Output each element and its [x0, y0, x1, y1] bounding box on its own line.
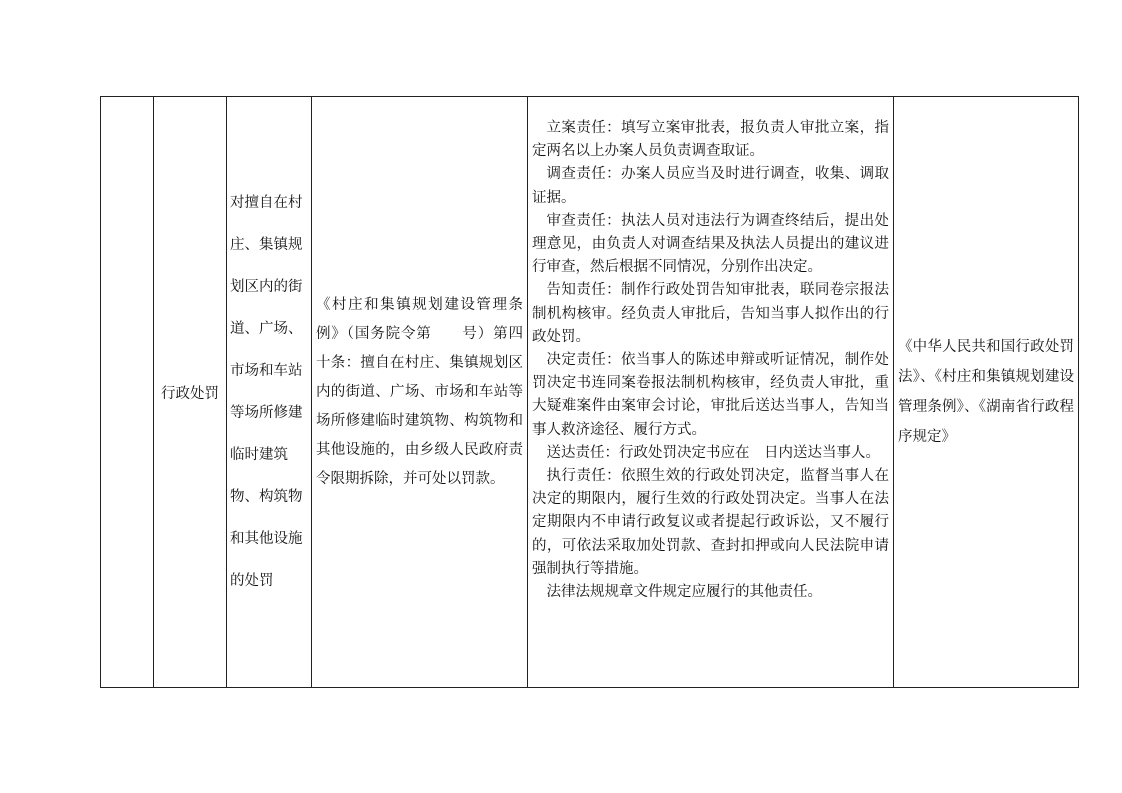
legal-basis-cell: 《村庄和集镇规划建设管理条例》（国务院令第 号）第四十条：擅自在村庄、集镇规划区内的街道、广场、市场和车站等场所修建临时建筑物、构筑物和其他设施的，由乡级人民政府责令限期拆除，并可处以罚款。: [312, 97, 528, 688]
table-row: [101, 97, 1079, 688]
responsibility-table: [100, 96, 1079, 688]
duty-paragraph-other: 法律法规规章文件规定应履行的其他责任。: [546, 584, 822, 601]
serial-number-cell: [101, 97, 154, 688]
duty-paragraph-filing: 立案责任：填写立案审批表，报负责人审批立案，指定两名以上办案人员负责调查取证。: [532, 120, 889, 160]
duty-paragraph-review: 审查责任：执法人员对违法行为调查终结后，提出处理意见，由负责人对调查结果及执法人员提出的建议进行审查，然后根据不同情况，分别作出决定。: [532, 212, 889, 276]
duty-paragraph-enforcement: 执行责任：依照生效的行政处罚决定，监督当事人在决定的期限内，履行生效的行政处罚决定。当事人在法定期限内不申请行政复议或者提起行政诉讼，又不履行的，可依法采取加处罚款、查封扣押或向人民法院申请强制执行等措施。: [532, 468, 889, 577]
duty-paragraph-decision: 决定责任：依当事人的陈述申辩或听证情况，制作处罚决定书连同案卷报法制机构核审，经负责人审批，重大疑难案件由案审会讨论，审批后送达当事人，告知当事人救济途径、履行方式。: [532, 352, 889, 438]
reference-law-cell: 《中华人民共和国行政处罚法》、《村庄和集镇规划建设管理条例》、《湖南省行政程序规定》: [894, 97, 1079, 688]
duty-paragraph-notification: 告知责任：制作行政处罚告知审批表，联同卷宗报法制机构核审。经负责人审批后，告知当事人拟作出的行政处罚。: [532, 282, 889, 345]
responsibilities-cell: [528, 97, 894, 688]
duty-paragraph-investigation: 调查责任：办案人员应当及时进行调查，收集、调取证据。: [532, 166, 889, 206]
duty-paragraph-service: 送达责任：行政处罚决定书应在 日内送达当事人。: [546, 444, 880, 461]
category-cell: 行政处罚: [154, 97, 227, 688]
item-name-cell: 对擅自在村庄、集镇规划区内的街道、广场、市场和车站等场所修建临时建筑物、构筑物和其他设施的处罚: [227, 97, 312, 688]
